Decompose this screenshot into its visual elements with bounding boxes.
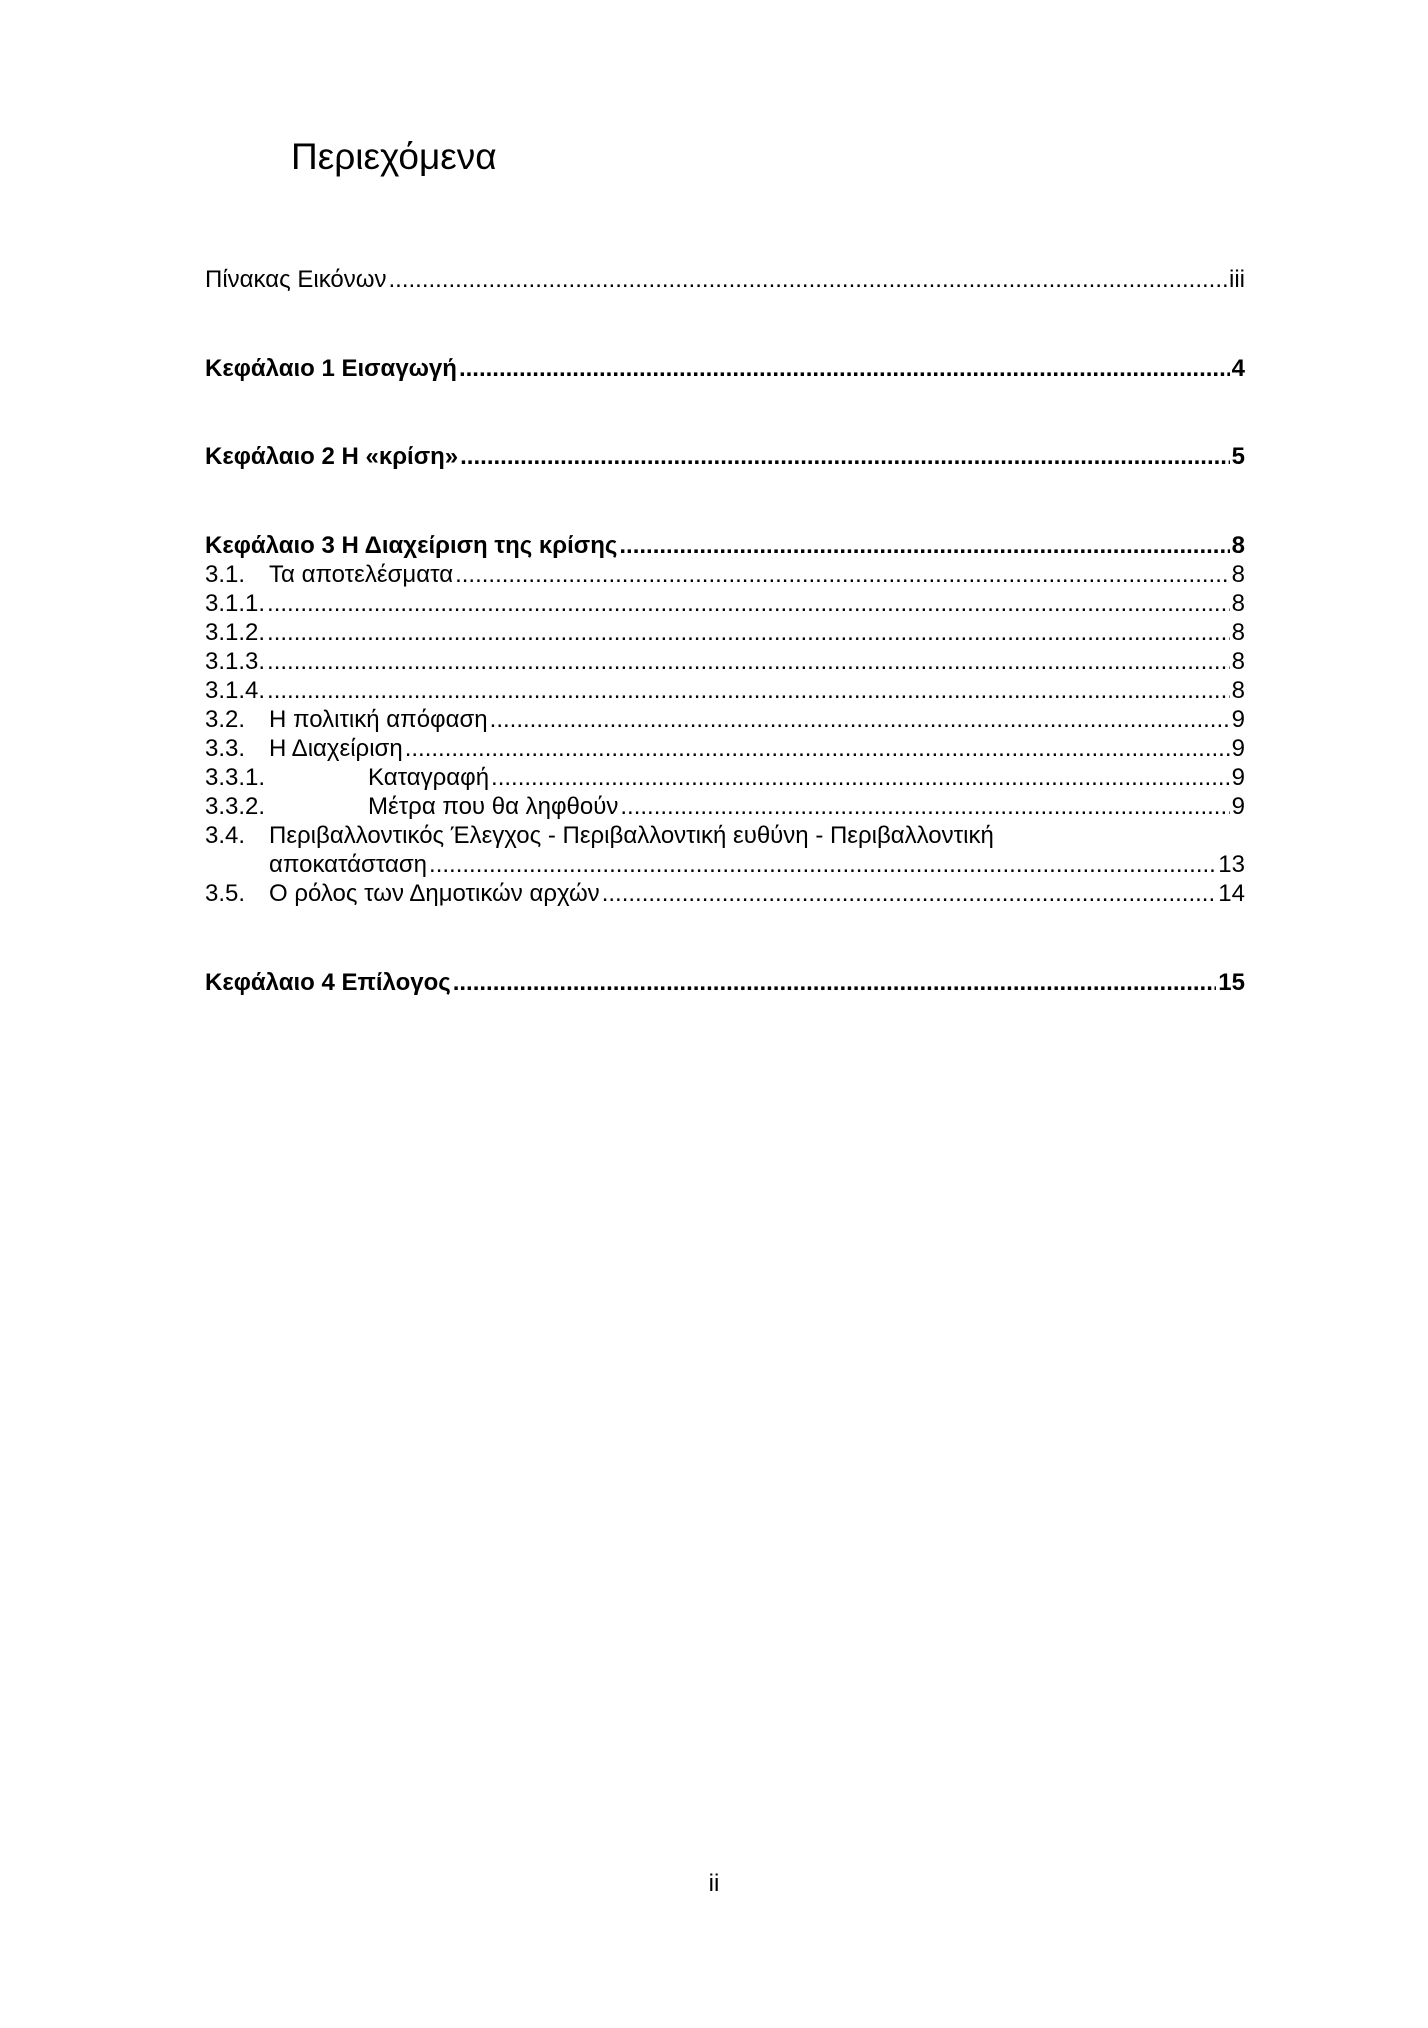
toc-leader xyxy=(491,764,1230,792)
toc-number: 3.1.4. xyxy=(205,677,266,704)
toc-number: 3.5. xyxy=(205,880,246,907)
toc-entry-chapter-1[interactable] xyxy=(205,355,1245,383)
toc-page: 8 xyxy=(1231,590,1245,617)
toc-leader xyxy=(490,706,1230,734)
toc-number: 3.3.1. xyxy=(205,764,266,791)
toc-title: Περιβαλλοντικός Έλεγχος - Περιβαλλοντική ευθύνη - Περιβαλλοντική xyxy=(269,822,994,849)
toc-leader xyxy=(453,969,1217,997)
toc-number: 3.1.3. xyxy=(205,648,266,675)
toc-entry-3-1-3[interactable] xyxy=(205,648,1245,676)
toc-page: 5 xyxy=(1231,443,1245,470)
toc-title: αποκατάσταση xyxy=(269,851,428,878)
toc-number: 3.4. xyxy=(205,822,246,849)
toc-leader xyxy=(267,677,1230,705)
toc-page: 8 xyxy=(1231,677,1245,704)
toc-entry-chapter-2[interactable] xyxy=(205,443,1245,471)
toc-title: Κεφάλαιο 4 Επίλογος xyxy=(205,969,451,996)
toc-title: Κεφάλαιο 2 Η «κρίση» xyxy=(205,443,459,470)
toc-leader xyxy=(460,443,1230,471)
toc-entry-3-4-line-1[interactable] xyxy=(205,822,994,850)
toc-leader xyxy=(267,648,1230,676)
toc-page: 13 xyxy=(1218,851,1245,878)
toc-title: Μέτρα που θα ληφθούν xyxy=(368,793,619,820)
toc-leader xyxy=(267,619,1230,647)
toc-page: iii xyxy=(1229,266,1245,293)
toc-number: 3.2. xyxy=(205,706,246,733)
toc-number: 3.3. xyxy=(205,735,246,762)
toc-page: 14 xyxy=(1218,880,1245,907)
toc-page: 8 xyxy=(1231,532,1245,559)
toc-page: 9 xyxy=(1231,735,1245,762)
toc-entry-3-4-line-2[interactable] xyxy=(269,851,1245,879)
toc-leader xyxy=(455,561,1230,589)
toc-entry-chapter-3[interactable] xyxy=(205,532,1245,560)
toc-page: 4 xyxy=(1231,355,1245,382)
toc-leader xyxy=(459,355,1230,383)
toc-leader xyxy=(267,590,1230,618)
toc-entry-3-1[interactable] xyxy=(205,561,1245,589)
toc-page: 9 xyxy=(1231,793,1245,820)
toc-entry-figures[interactable] xyxy=(205,266,1245,294)
toc-entry-3-1-4[interactable] xyxy=(205,677,1245,705)
toc-number: 3.1.2. xyxy=(205,619,266,646)
toc-number: 3.1.1. xyxy=(205,590,266,617)
toc-title: Πίνακας Εικόνων xyxy=(205,266,387,293)
toc-page: 8 xyxy=(1231,648,1245,675)
toc-leader xyxy=(389,266,1228,294)
toc-entry-3-5[interactable] xyxy=(205,880,1245,908)
toc-title: Η Διαχείριση xyxy=(269,735,403,762)
toc-leader xyxy=(619,532,1229,560)
toc-entry-3-3-1[interactable] xyxy=(205,764,1245,792)
toc-title: Τα αποτελέσματα xyxy=(269,561,454,588)
toc-page: 15 xyxy=(1218,969,1245,996)
toc-number: 3.1. xyxy=(205,561,246,588)
toc-number: 3.3.2. xyxy=(205,793,266,820)
toc-page: 9 xyxy=(1231,764,1245,791)
toc-title: Καταγραφή xyxy=(368,764,490,791)
toc-entry-3-1-2[interactable] xyxy=(205,619,1245,647)
toc-title: Η πολιτική απόφαση xyxy=(269,706,488,733)
toc-entry-3-3-2[interactable] xyxy=(205,793,1245,821)
toc-title: Κεφάλαιο 3 Η Διαχείριση της κρίσης xyxy=(205,532,618,559)
toc-leader xyxy=(405,735,1230,763)
toc-page: 8 xyxy=(1231,561,1245,588)
toc-title: Ο ρόλος των Δημοτικών αρχών xyxy=(269,880,600,907)
toc-entry-3-3[interactable] xyxy=(205,735,1245,763)
toc-entry-3-2[interactable] xyxy=(205,706,1245,734)
toc-entry-3-1-1[interactable] xyxy=(205,590,1245,618)
toc-leader xyxy=(429,851,1216,879)
toc-page: 9 xyxy=(1231,706,1245,733)
toc-title: Κεφάλαιο 1 Εισαγωγή xyxy=(205,355,457,382)
page-title: Περιεχόμενα xyxy=(291,136,497,177)
toc-leader xyxy=(602,880,1217,908)
page-number: ii xyxy=(708,1870,720,1897)
toc-leader xyxy=(620,793,1229,821)
toc-entry-chapter-4[interactable] xyxy=(205,969,1245,997)
toc-page: 8 xyxy=(1231,619,1245,646)
